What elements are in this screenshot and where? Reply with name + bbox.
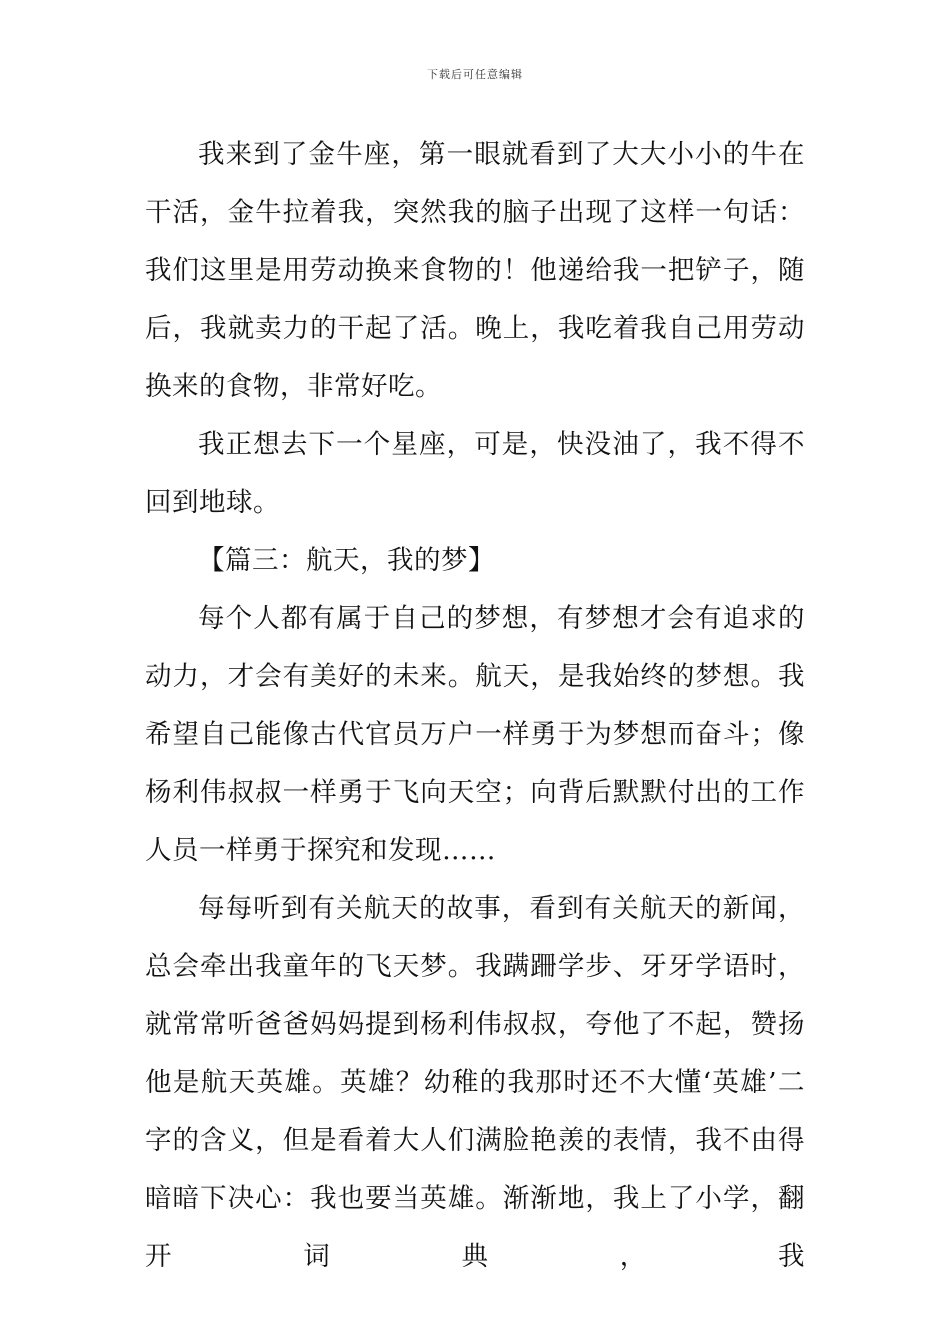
page-header: 下载后可任意编辑 <box>427 68 523 81</box>
section-heading: 【篇三：航天，我的梦】 <box>198 545 495 576</box>
paragraph-childhood: 每每听到有关航天的故事，看到有关航天的新闻，总会牵出我童年的飞天梦。我蹒跚学步、牙牙学语时，就常常听爸爸妈妈提到杨利伟叔叔，夸他了不起，赞扬他是航天英雄。英雄？幼稚的我那时还不大懂‘英雄’二字的含义，但是看着大人们满脸艳羡的表情，我不由得暗暗下决心：我也要当英雄。渐渐地，我上了小学，翻开词典，我 <box>145 893 805 1272</box>
paragraph-taurus: 我来到了金牛座，第一眼就看到了大大小小的牛在干活，金牛拉着我，突然我的脑子出现了这样一句话：我们这里是用劳动换来食物的！他递给我一把铲子，随后，我就卖力的干起了活。晚上，我吃着我自己用劳动换来的食物，非常好吃。 <box>145 139 805 402</box>
paragraph-return-earth: 我正想去下一个星座，可是，快没油了，我不得不回到地球。 <box>145 429 805 518</box>
paragraph-dream: 每个人都有属于自己的梦想，有梦想才会有追求的动力，才会有美好的未来。航天，是我始终的梦想。我希望自己能像古代官员万户一样勇于为梦想而奋斗；像杨利伟叔叔一样勇于飞向天空；向背后默默付出的工作人员一样勇于探究和发现…… <box>145 603 805 866</box>
document-body <box>145 126 805 1286</box>
